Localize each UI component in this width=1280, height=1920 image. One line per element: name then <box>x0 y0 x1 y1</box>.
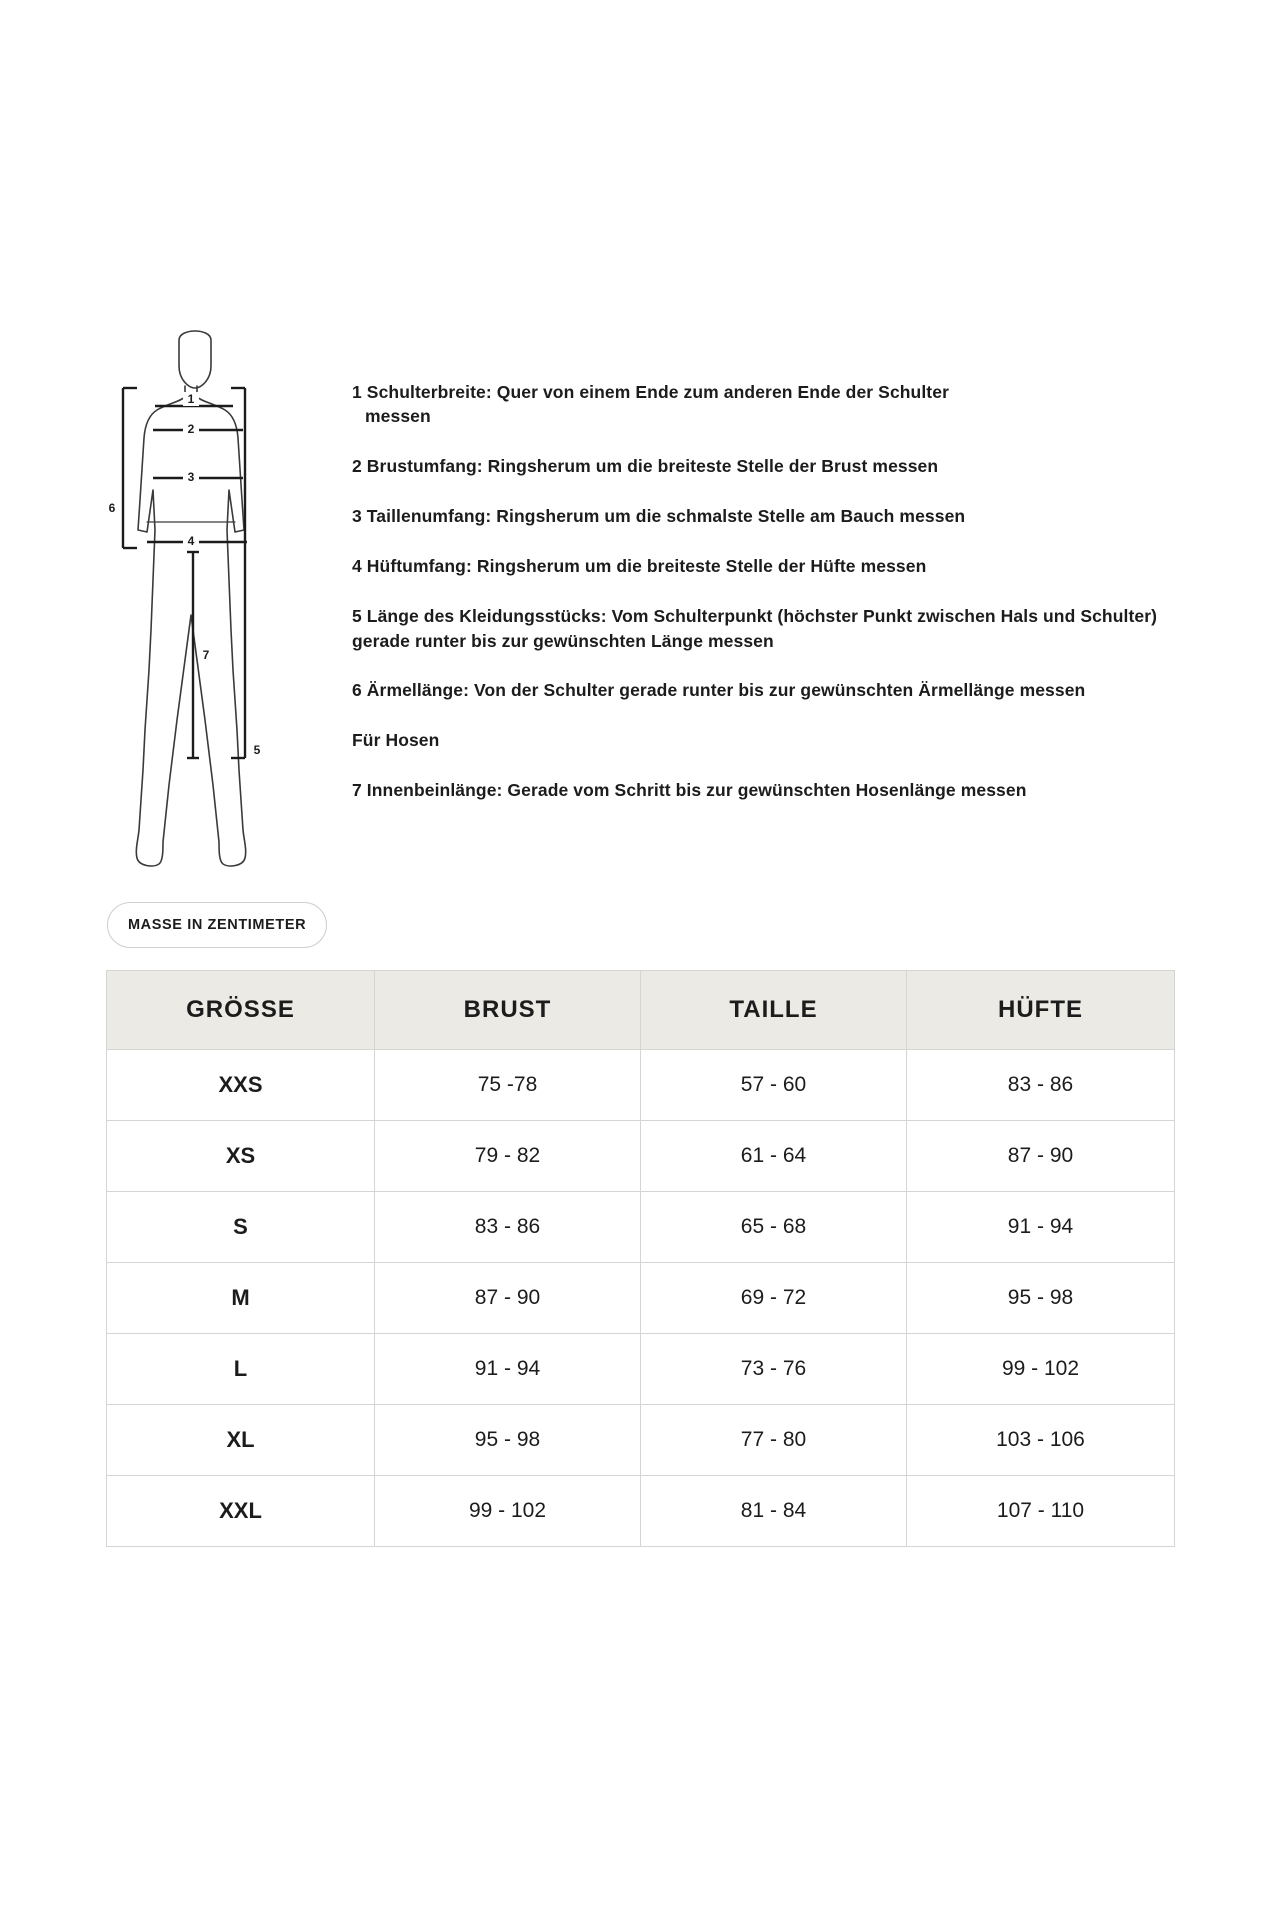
column-header-huefte: HÜFTE <box>907 971 1175 1050</box>
table-row <box>107 1121 1175 1192</box>
cell-taille: 73 - 76 <box>641 1334 907 1405</box>
marker-5: 5 <box>253 743 261 757</box>
cell-size: XL <box>107 1405 375 1476</box>
marker-1: 1 <box>187 392 195 406</box>
cell-huefte: 107 - 110 <box>907 1476 1175 1547</box>
cell-brust: 99 - 102 <box>375 1476 641 1547</box>
cell-size: S <box>107 1192 375 1263</box>
cell-huefte: 87 - 90 <box>907 1121 1175 1192</box>
instruction-hosen-heading: Für Hosen <box>352 730 440 751</box>
instruction-4: 4 Hüftumfang: Ringsherum um die breiteste Stelle der Hüfte messen <box>352 555 927 576</box>
marker-6: 6 <box>108 501 116 515</box>
cell-huefte: 99 - 102 <box>907 1334 1175 1405</box>
cell-taille: 61 - 64 <box>641 1121 907 1192</box>
table-row <box>107 1192 1175 1263</box>
instruction-3: 3 Taillenumfang: Ringsherum um die schmalste Stelle am Bauch messen <box>352 506 966 527</box>
instruction-5: 5 Länge des Kleidungsstücks: Vom Schulterpunkt (höchster Punkt zwischen Hals und Schulter) gerade runter bis zur gewünschten Länge messen <box>352 605 1158 651</box>
cell-taille: 81 - 84 <box>641 1476 907 1547</box>
cell-taille: 57 - 60 <box>641 1050 907 1121</box>
cell-huefte: 103 - 106 <box>907 1405 1175 1476</box>
cell-taille: 77 - 80 <box>641 1405 907 1476</box>
instruction-1-line1: 1 Schulterbreite: Quer von einem Ende zum anderen Ende der Schulter <box>352 381 949 402</box>
marker-4: 4 <box>187 534 195 548</box>
cell-brust: 87 - 90 <box>375 1263 641 1334</box>
instruction-6: 6 Ärmellänge: Von der Schulter gerade runter bis zur gewünschten Ärmellänge messen <box>352 680 1086 701</box>
table-row <box>107 1050 1175 1121</box>
cell-size: XXS <box>107 1050 375 1121</box>
instruction-1-line2: messen <box>365 406 431 427</box>
marker-2: 2 <box>187 422 195 436</box>
body-figure-svg <box>105 330 325 890</box>
marker-3: 3 <box>187 470 195 484</box>
table-header-row <box>107 971 1175 1050</box>
measurement-instructions <box>352 362 1162 828</box>
cell-huefte: 95 - 98 <box>907 1263 1175 1334</box>
cell-brust: 83 - 86 <box>375 1192 641 1263</box>
marker-7: 7 <box>202 648 210 662</box>
instruction-1 <box>352 380 1162 430</box>
cell-brust: 95 - 98 <box>375 1405 641 1476</box>
body-measurement-diagram <box>105 330 325 890</box>
cell-brust: 79 - 82 <box>375 1121 641 1192</box>
cell-brust: 91 - 94 <box>375 1334 641 1405</box>
column-header-taille: TAILLE <box>641 971 907 1050</box>
cell-taille: 69 - 72 <box>641 1263 907 1334</box>
column-header-groesse: GRÖSSE <box>107 971 375 1050</box>
cell-taille: 65 - 68 <box>641 1192 907 1263</box>
cell-size: XS <box>107 1121 375 1192</box>
table-row <box>107 1263 1175 1334</box>
size-chart-table <box>106 970 1175 1547</box>
table-row <box>107 1405 1175 1476</box>
table-row <box>107 1334 1175 1405</box>
cell-brust: 75 -78 <box>375 1050 641 1121</box>
cell-size: M <box>107 1263 375 1334</box>
column-header-brust: BRUST <box>375 971 641 1050</box>
unit-badge: MASSE IN ZENTIMETER <box>107 902 327 948</box>
cell-huefte: 83 - 86 <box>907 1050 1175 1121</box>
table-row <box>107 1476 1175 1547</box>
cell-size: XXL <box>107 1476 375 1547</box>
instruction-2: 2 Brustumfang: Ringsherum um die breiteste Stelle der Brust messen <box>352 456 939 477</box>
cell-size: L <box>107 1334 375 1405</box>
cell-huefte: 91 - 94 <box>907 1192 1175 1263</box>
instruction-7: 7 Innenbeinlänge: Gerade vom Schritt bis zur gewünschten Hosenlänge messen <box>352 780 1027 801</box>
